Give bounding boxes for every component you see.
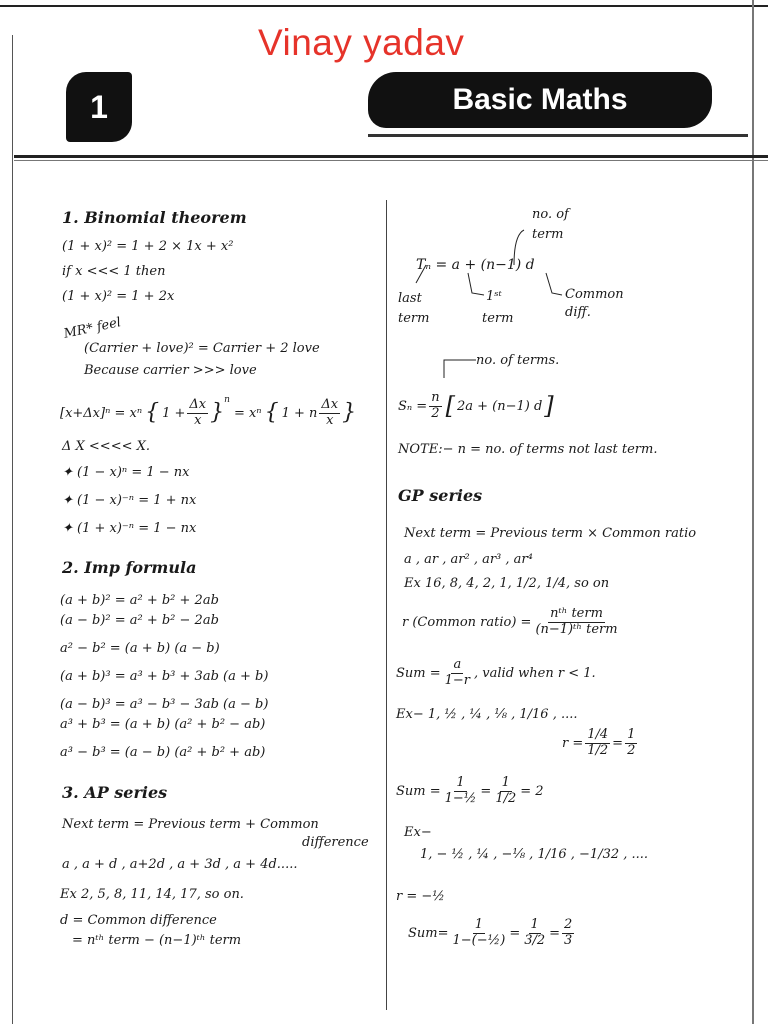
gp-line: a , ar , ar² , ar³ , ar⁴ [404,552,533,567]
ap-line: Next term = Previous term + Common [62,817,319,832]
binomial-line: if x <<< 1 then [62,264,166,279]
tn-label: 1ˢᵗ [486,289,502,304]
imp-formula: (a − b)² = a² + b² − 2ab [60,613,219,628]
sn-note: NOTE:− n = no. of terms not last term. [398,442,658,457]
mr-feel-label: MR* feel [62,315,123,342]
formula-mid: = xⁿ [233,405,262,421]
ap-line: = nᵗʰ term − (n−1)ᵗʰ term [72,933,242,948]
gp-sum-example-2: Sum= $\frac{1}{\text{1−(−½)}}$ = $\frac{1}{3/2}$ = $\frac{2}{3}$ [408,917,573,948]
binomial-heading: 1. Binomial theorem [62,208,247,227]
tn-label: Common [565,287,624,302]
imp-formula: (a + b)³ = a³ + b³ + 3ab (a + b) [60,669,269,684]
gp-heading: GP series [398,486,483,505]
binomial-bullet: ✦ (1 + x)⁻ⁿ = 1 − nx [62,521,197,536]
gp-example: Ex− 1, ½ , ¼ , ⅛ , 1/16 , .... [396,707,578,722]
tn-label: diff. [565,305,591,320]
right-edge-line [752,0,754,1024]
top-rule [0,5,768,7]
tn-formula: Tₙ = a + (n−1) d [416,257,535,273]
sn-formula: Sₙ = $\frac{n}{2}$ [ 2a + (n−1) d ] [398,390,554,421]
ap-line: a , a + d , a+2d , a + 3d , a + 4d..... [62,857,298,872]
ap-line: d = Common difference [60,913,217,928]
imp-heading: 2. Imp formula [62,558,197,577]
binomial-expansion-formula: [x+Δx]ⁿ = xⁿ { 1 + $\frac{\Delta x}{x}$ } $^n$ = xⁿ { 1 + n $\frac{\Delta x}{x}$ } [60,395,357,428]
binomial-line: (1 + x)² = 1 + 2 × 1x + x² [62,239,234,254]
imp-formula: a³ − b³ = (a − b) (a² + b² + ab) [60,745,266,760]
imp-formula: (a − b)³ = a³ − b³ − 3ab (a − b) [60,697,269,712]
gp-sum-formula: Sum = $\frac{a}{1-r}$ , valid when r < 1. [396,657,596,688]
sn-label: no. of terms. [476,353,560,368]
formula-lhs: [x+Δx]ⁿ = xⁿ [60,405,143,421]
binomial-line: Because carrier >>> love [84,363,257,378]
author-name: Vinay yadav [258,22,465,63]
column-divider [386,200,387,1010]
gp-line: Ex 16, 8, 4, 2, 1, 1/2, 1/4, so on [404,576,610,591]
sn-arrow [440,352,480,382]
binomial-line: (1 + x)² = 1 + 2x [62,289,175,304]
fraction: $\frac{\Delta x}{x}$ [189,397,207,428]
tn-label: term [398,311,430,326]
formula-mid: 1 + n [281,405,318,421]
header-rule [14,155,768,158]
chapter-title-banner: Basic Maths [368,72,712,128]
imp-formula: a³ + b³ = (a + b) (a² + b² − ab) [60,717,266,732]
imp-formula: (a + b)² = a² + b² + 2ab [60,593,219,608]
binomial-bullet: ✦ (1 − x)⁻ⁿ = 1 + nx [62,493,197,508]
left-margin-line [12,35,13,1024]
tn-label: term [532,227,564,242]
tn-label: last [398,291,422,306]
gp-ratio-value: r = $\frac{1/4}{1/2}$ = $\frac{1}{2}$ [562,727,636,758]
ap-heading: 3. AP series [62,783,168,802]
tn-label: no. of [532,207,569,222]
binomial-line: Δ X <<<< X. [62,439,150,454]
ap-line: Ex 2, 5, 8, 11, 14, 17, so on. [60,887,244,902]
header-rule-thin [14,160,768,161]
fraction: $\frac{\Delta x}{x}$ [321,397,339,428]
binomial-line: (Carrier + love)² = Carrier + 2 love [84,341,320,356]
chapter-number-badge: 1 [66,72,132,142]
gp-line: Next term = Previous term × Common ratio [404,526,697,541]
imp-formula: a² − b² = (a + b) (a − b) [60,641,220,656]
gp-example-2-terms: 1, − ½ , ¼ , −⅛ , 1/16 , −1/32 , .... [420,847,649,862]
tn-label: term [482,311,514,326]
gp-ratio-formula: r (Common ratio) = $\frac{\text{nᵗʰ term}}{\text{(n−1)ᵗʰ term}}$ [402,606,618,637]
gp-ratio-2: r = −½ [396,889,445,904]
ap-line: difference [302,835,369,850]
title-underline [368,134,748,137]
formula-mid: 1 + [162,405,186,421]
gp-sum-example: Sum = $\frac{1}{\text{1−½}}$ = $\frac{1}{1/2}$ = 2 [396,775,544,806]
binomial-bullet: ✦ (1 − x)ⁿ = 1 − nx [62,465,190,480]
gp-example-2-label: Ex− [404,825,432,840]
